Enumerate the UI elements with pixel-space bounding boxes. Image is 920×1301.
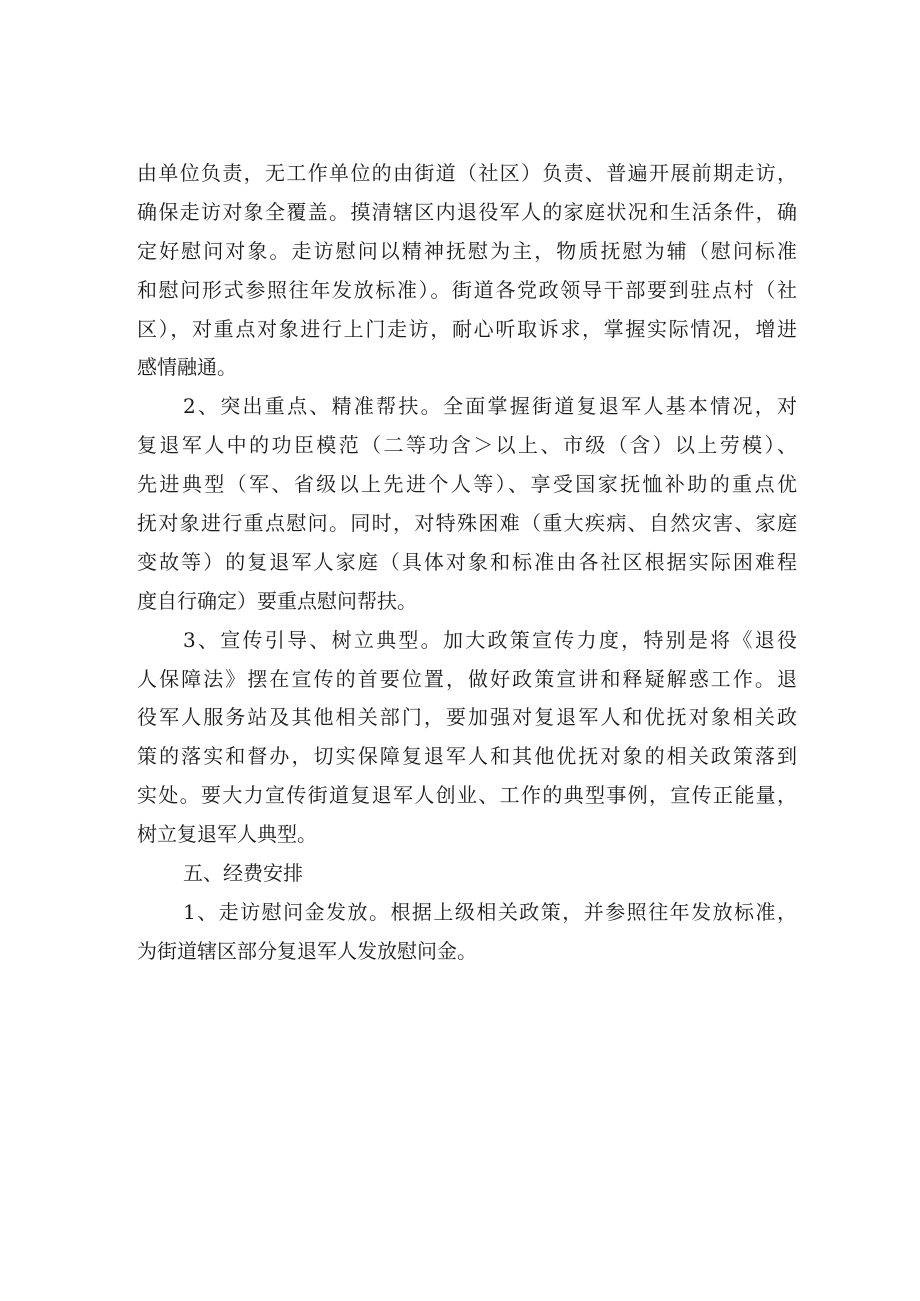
text-line: 人保障法》摆在宣传的首要位置，做好政策宣讲和释疑解惑工作。退 xyxy=(137,666,797,691)
text-line: 复退军人中的功臣模范（二等功含＞以上、市级（含）以上劳模）、 xyxy=(137,433,797,458)
text-line: 3、宣传引导、树立典型。加大政策宣传力度，特别是将《退役 xyxy=(183,627,797,652)
paragraph-key-assistance xyxy=(137,387,797,620)
text-line: 先进典型（军、省级以上先进个人等）、享受国家抚恤补助的重点优 xyxy=(137,472,797,497)
text-line: 由单位负责，无工作单位的由街道（社区）负责、普遍开展前期走访， xyxy=(137,161,797,185)
text-line: 1、走访慰问金发放。根据上级相关政策，并参照往年发放标准， xyxy=(183,899,797,924)
text-line: 实处。要大力宣传街道复退军人创业、工作的典型事例，宣传正能量， xyxy=(137,783,797,808)
text-line: 抚对象进行重点慰问。同时，对特殊困难（重大疾病、自然灾害、家庭 xyxy=(137,511,797,536)
text-line: 和慰问形式参照往年发放标准）。街道各党政领导干部要到驻点村（社 xyxy=(137,277,797,302)
text-line: 感情融通。 xyxy=(137,355,237,380)
text-line: 区），对重点对象进行上门走访，耐心听取诉求，掌握实际情况，增进 xyxy=(137,316,797,341)
document-page xyxy=(137,154,797,971)
section-heading-funding xyxy=(137,854,797,893)
text-line: 役军人服务站及其他相关部门，要加强对复退军人和优抚对象相关政 xyxy=(137,705,797,730)
text-line: 变故等）的复退军人家庭（具体对象和标准由各社区根据实际困难程 xyxy=(137,549,797,574)
text-line: 策的落实和督办，切实保障复退军人和其他优抚对象的相关政策落到 xyxy=(137,744,797,769)
paragraph-visit-coverage xyxy=(137,154,797,387)
section-heading-text: 五、经费安排 xyxy=(183,861,303,886)
paragraph-funding-distribution xyxy=(137,893,797,971)
text-line: 度自行确定）要重点慰问帮扶。 xyxy=(137,588,417,613)
paragraph-publicity xyxy=(137,621,797,854)
text-line: 2、突出重点、精准帮扶。全面掌握街道复退军人基本情况，对 xyxy=(183,394,797,419)
text-line: 定好慰问对象。走访慰问以精神抚慰为主，物质抚慰为辅（慰问标准 xyxy=(137,238,797,263)
text-line: 为街道辖区部分复退军人发放慰问金。 xyxy=(137,938,477,963)
text-line: 树立复退军人典型。 xyxy=(137,822,317,847)
text-line: 确保走访对象全覆盖。摸清辖区内退役军人的家庭状况和生活条件，确 xyxy=(137,199,797,224)
